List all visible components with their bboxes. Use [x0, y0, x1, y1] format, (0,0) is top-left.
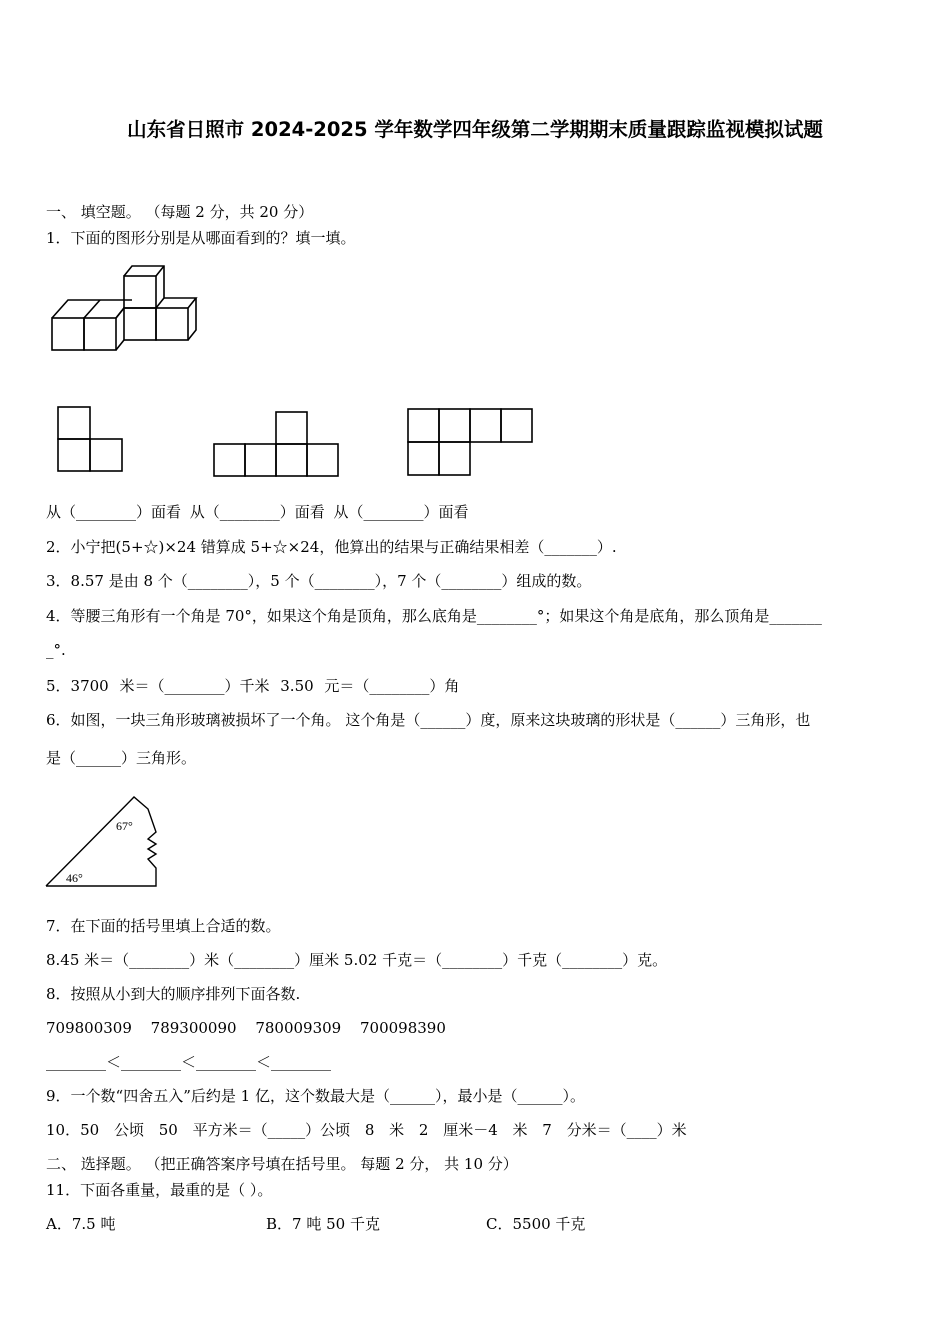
broken-triangle-figure	[44, 792, 164, 890]
question-8: 8．按照从小到大的顺序排列下面各数.	[46, 985, 301, 1003]
cube-stack-figure	[44, 256, 214, 356]
question-5: 5．3700 米＝（________）千米 3.50 元＝（________）角	[46, 677, 460, 695]
view-figure-2	[211, 410, 343, 480]
angle-label-top: 67°	[116, 819, 133, 833]
question-6-line-1: 6．如图，一块三角形玻璃被损坏了一个角。 这个角是（______）度，原来这块玻璃的形状是（______）三角形，也	[46, 711, 811, 729]
angle-label-bottom: 46°	[66, 871, 83, 885]
question-11-option-b: B．7 吨 50 千克	[266, 1215, 380, 1233]
question-9: 9．一个数“四舍五入”后约是 1 亿，这个数最大是（______），最小是（______）。	[46, 1087, 585, 1105]
question-11-option-a: A．7.5 吨	[46, 1215, 116, 1233]
question-1: 1．下面的图形分别是从哪面看到的？填一填。	[46, 229, 356, 247]
question-2: 2．小宁把(5+☆)×24 错算成 5+☆×24，他算出的结果与正确结果相差（_______）.	[46, 538, 617, 556]
section-1-heading: 一、 填空题。 （每题 2 分，共 20 分）	[46, 203, 314, 221]
question-8-numbers: 709800309 789300090 780009309 700098390	[46, 1019, 446, 1037]
view-figure-1	[56, 405, 126, 475]
question-3: 3．8.57 是由 8 个（________），5 个（________），7 个（________）组成的数。	[46, 572, 592, 590]
question-1-answers: 从（________）面看 从（________）面看 从（________）面看	[46, 503, 469, 521]
question-11: 11．下面各重量，最重的是（ ）。	[46, 1181, 273, 1199]
question-10: 10．50 公顷 50 平方米＝（_____）公顷 8 米 2 厘米－4 米 7 分米＝（____）米	[46, 1121, 687, 1139]
question-11-option-c: C．5500 千克	[486, 1215, 586, 1233]
question-7: 7．在下面的括号里填上合适的数。	[46, 917, 281, 935]
question-4-line-2: _°.	[46, 641, 66, 659]
section-2-heading: 二、 选择题。 （把正确答案序号填在括号里。 每题 2 分， 共 10 分）	[46, 1155, 518, 1173]
view-figure-3	[406, 407, 538, 477]
page-title: 山东省日照市 2024-2025 学年数学四年级第二学期期末质量跟踪监视模拟试题	[127, 118, 823, 141]
question-6-line-2: 是（______）三角形。	[46, 749, 197, 767]
question-4-line-1: 4．等腰三角形有一个角是 70°，如果这个角是顶角，那么底角是________°；如果这个角是底角，那么顶角是_______	[46, 607, 822, 625]
question-7-blanks: 8.45 米＝（________）米（________）厘米 5.02 千克＝（________）千克（________）克。	[46, 951, 668, 969]
question-8-blanks: ________＜________＜________＜________	[46, 1053, 332, 1071]
